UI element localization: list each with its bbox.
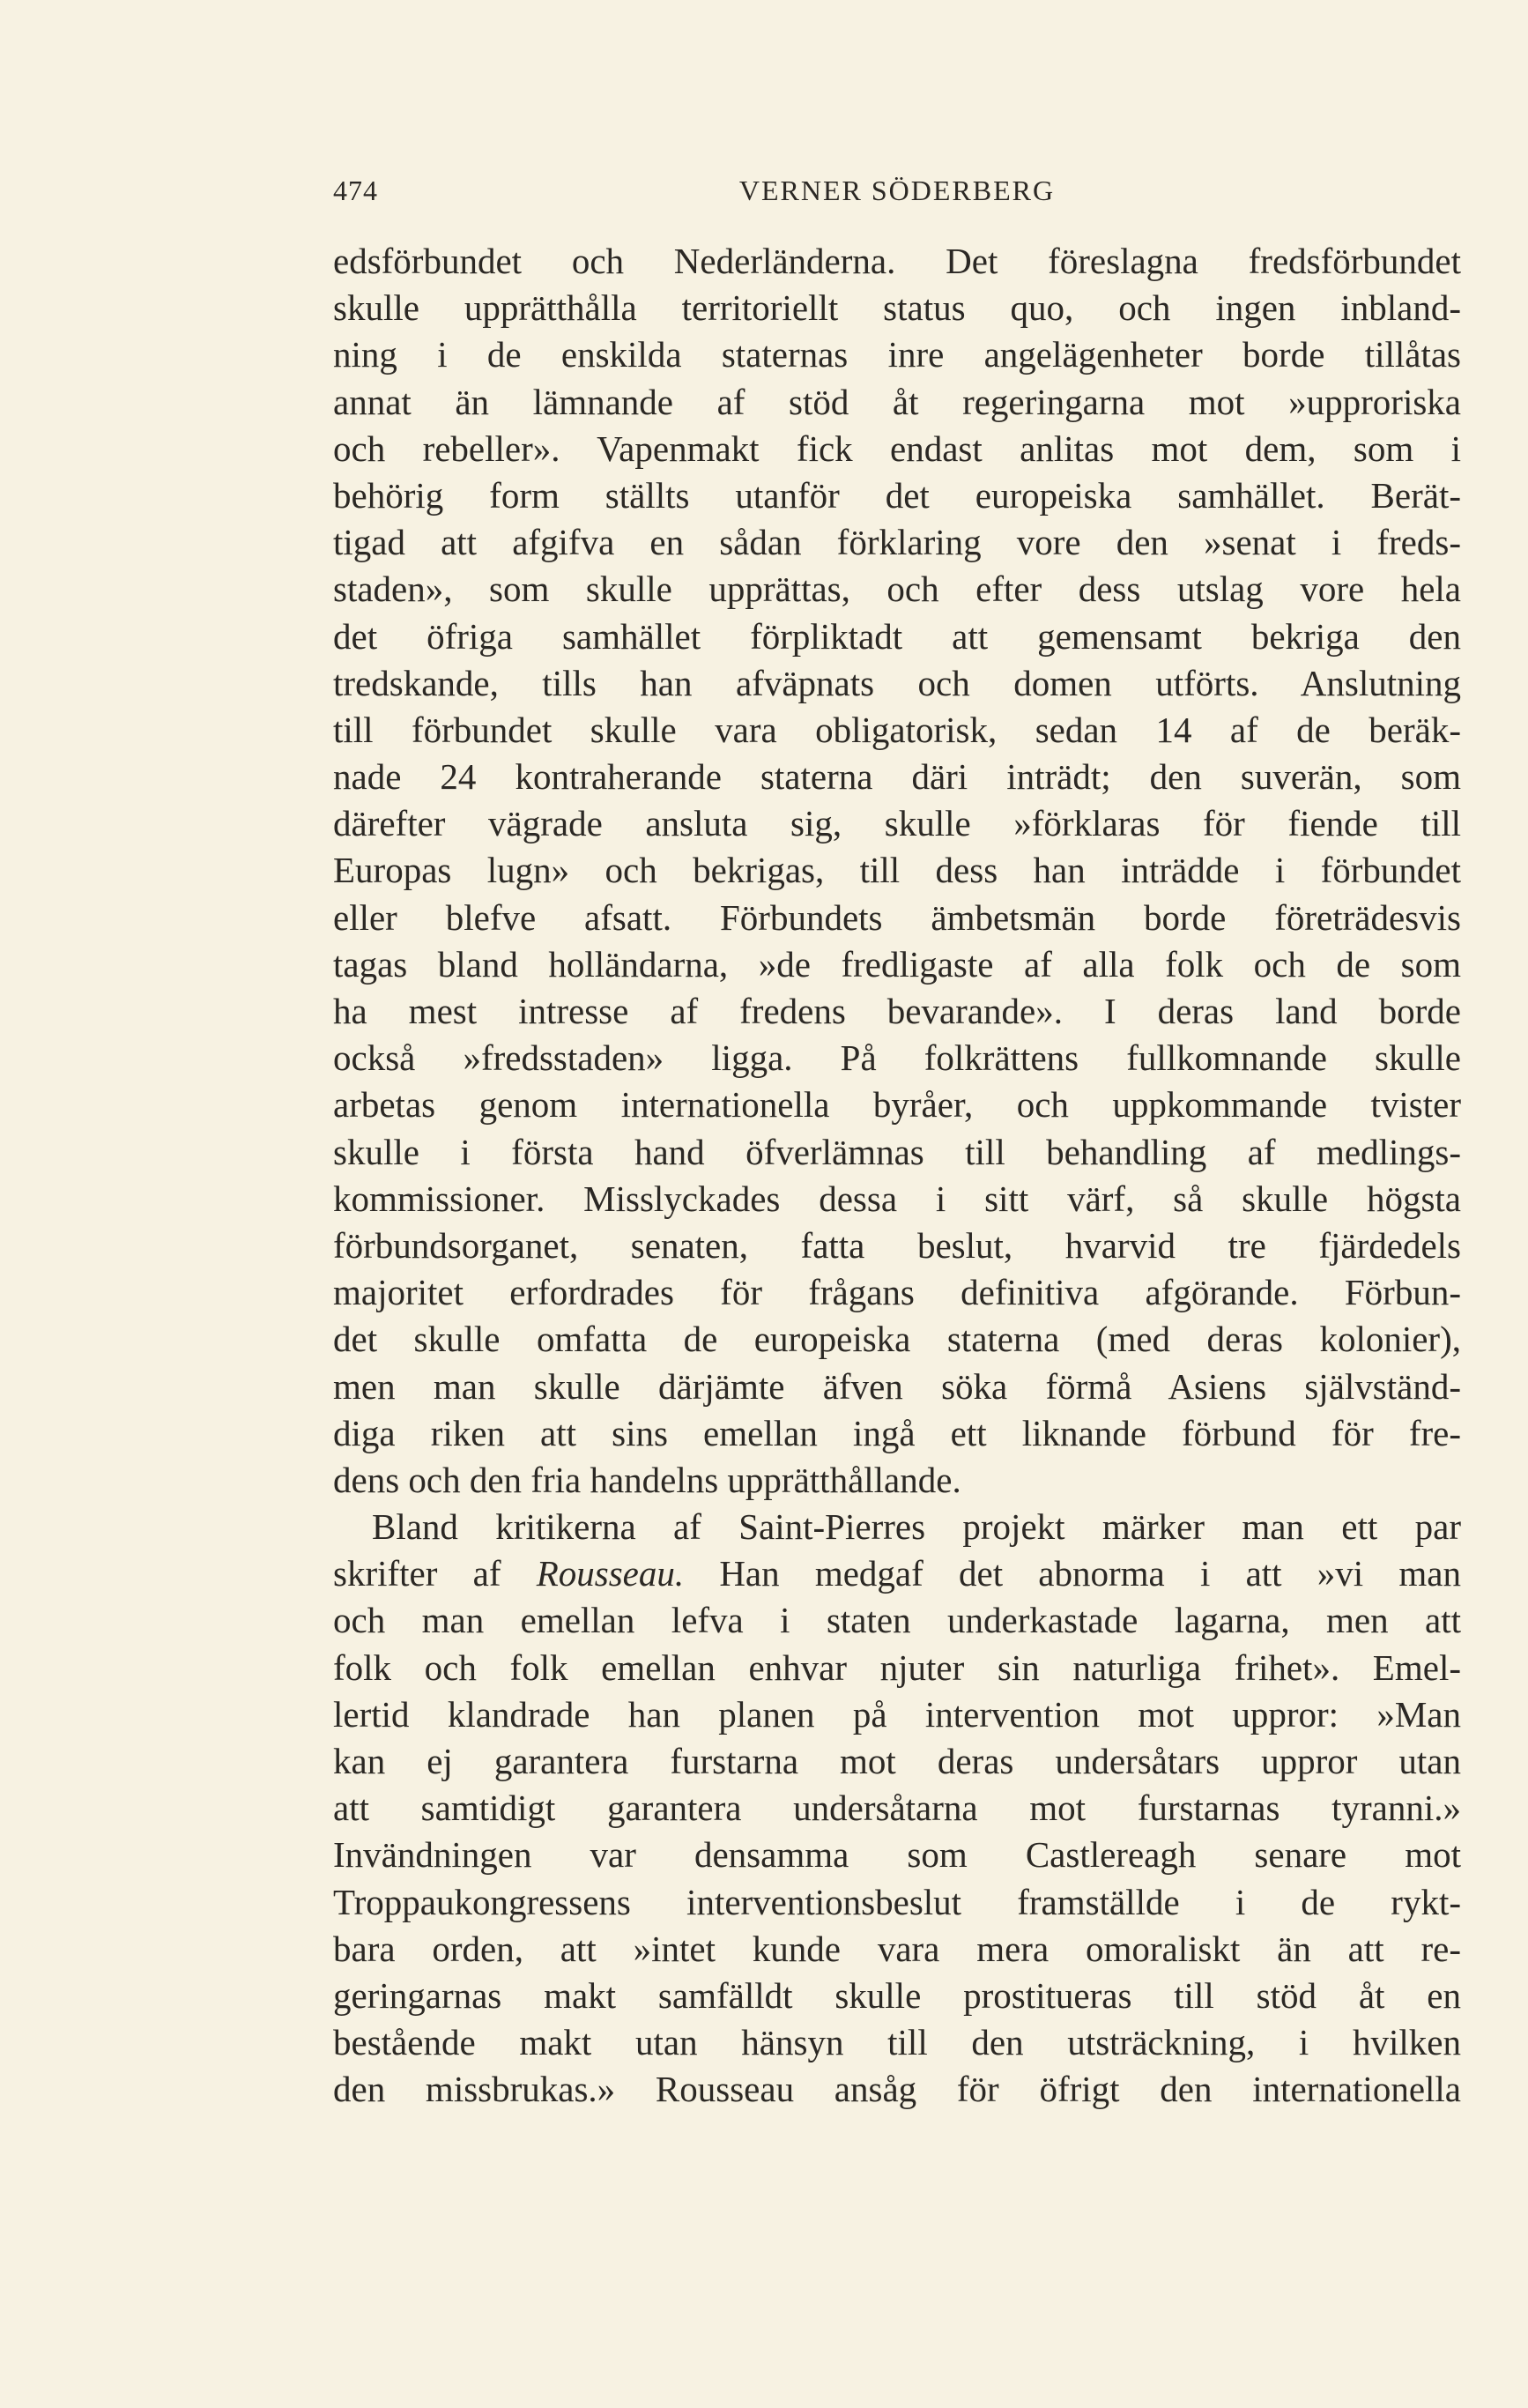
text-line: det skulle omfatta de europeiska staterna (med deras kolonier),: [333, 1319, 1461, 1360]
running-head: VERNER SÖDERBERG: [738, 175, 1056, 206]
text-line: arbetas genom internationella byråer, och uppkommande tvister: [333, 1084, 1461, 1126]
text-line: till förbundet skulle vara obligatorisk, sedan 14 af de beräk-: [333, 709, 1461, 750]
text-line: staden», som skulle upprättas, och efter dess utslag vore hela: [333, 569, 1461, 610]
text-line: det öfriga samhället förpliktadt att gemensamt bekriga den: [333, 615, 1461, 657]
text-line: lertid klandrade han planen på intervention mot uppror: »Man: [333, 1693, 1461, 1735]
text-line: men man skulle därjämte äfven söka förmå Asiens självständ-: [333, 1365, 1461, 1407]
text-line: Invändningen var densamma som Castlereagh senare mot: [333, 1834, 1461, 1876]
text-line: kan ej garantera furstarna mot deras undersåtars uppror utan: [333, 1741, 1461, 1781]
text-line: dens och den fria handelns upprätthållande.: [333, 1459, 961, 1500]
page-number: 474: [333, 175, 378, 206]
text-line: ning i de enskilda staternas inre angelägenheter borde tillåtas: [333, 334, 1461, 375]
text-fragment: Han medgaf det abnorma i att »vi man: [684, 1553, 1461, 1594]
paragraph-1: [333, 238, 1461, 1504]
text-line: bestående makt utan hänsyn till den utsträckning, i hvilken: [333, 2022, 1461, 2063]
text-line: bara orden, att »intet kunde vara mera omoraliskt än att re-: [333, 1928, 1461, 1969]
text-line: nade 24 kontraherande staterna däri inträdt; den suverän, som: [333, 756, 1461, 798]
text-line: därefter vägrade ansluta sig, skulle »förklaras för fiende till: [333, 803, 1461, 844]
text-line: att samtidigt garantera undersåtarna mot furstarnas tyranni.»: [333, 1787, 1461, 1829]
text-line: tredskande, tills han afväpnats och domen utförts. Anslutning: [333, 662, 1461, 703]
page-header: [333, 173, 1461, 208]
text-line: diga riken att sins emellan ingå ett liknande förbund för fre-: [333, 1412, 1461, 1453]
text-line: också »fredsstaden» ligga. På folkrättens fullkomnande skulle: [333, 1037, 1461, 1079]
text-line: geringarnas makt samfälldt skulle prostitueras till stöd åt en: [333, 1974, 1461, 2016]
text-line: tagas bland holländarna, »de fredligaste af alla folk och de som: [333, 943, 1461, 985]
text-line: majoritet erfordrades för frågans definitiva afgörande. Förbun-: [333, 1272, 1461, 1313]
text-line: behörig form ställts utanför det europeiska samhället. Berät-: [333, 474, 1461, 516]
text-line: och man emellan lefva i staten underkastade lagarna, men att: [333, 1600, 1461, 1641]
text-line: annat än lämnande af stöd åt regeringarna mot »upproriska: [333, 381, 1461, 422]
text-line: förbundsorganet, senaten, fatta beslut, hvarvid tre fjärdedels: [333, 1224, 1461, 1266]
text-line: eller blefve afsatt. Förbundets ämbetsmän borde företrädesvis: [333, 896, 1461, 938]
text-line: Troppaukongressens interventionsbeslut framställde i de rykt-: [333, 1881, 1461, 1922]
text-line: skulle i första hand öfverlämnas till behandling af medlings-: [333, 1131, 1461, 1172]
text-line: den missbrukas.» Rousseau ansåg för öfrigt den internationella: [333, 2069, 1461, 2110]
text-line: tigad att afgifva en sådan förklaring vore den »senat i freds-: [333, 522, 1461, 563]
text-line: Bland kritikerna af Saint-Pierres projekt märker man ett par: [372, 1506, 1461, 1548]
text-fragment: skrifter af: [333, 1553, 537, 1594]
paragraph-2: [333, 1504, 1461, 2113]
text-line: edsförbundet och Nederländerna. Det föreslagna fredsförbundet: [333, 241, 1461, 281]
text-line: och rebeller». Vapenmakt fick endast anlitas mot dem, som i: [333, 427, 1461, 469]
author-name-italic: Rousseau.: [536, 1553, 685, 1594]
text-line: Europas lugn» och bekrigas, till dess han inträdde i förbundet: [333, 850, 1461, 891]
text-line: kommissioner. Misslyckades dessa i sitt värf, så skulle högsta: [333, 1178, 1461, 1219]
text-line: folk och folk emellan enhvar njuter sin naturliga frihet». Emel-: [333, 1646, 1461, 1688]
text-line: skulle upprätthålla territoriellt status quo, och ingen inbland-: [333, 287, 1461, 329]
text-line: [333, 1550, 1461, 1597]
text-line: ha mest intresse af fredens bevarande». I deras land borde: [333, 991, 1461, 1031]
body-text: [333, 238, 1461, 2114]
